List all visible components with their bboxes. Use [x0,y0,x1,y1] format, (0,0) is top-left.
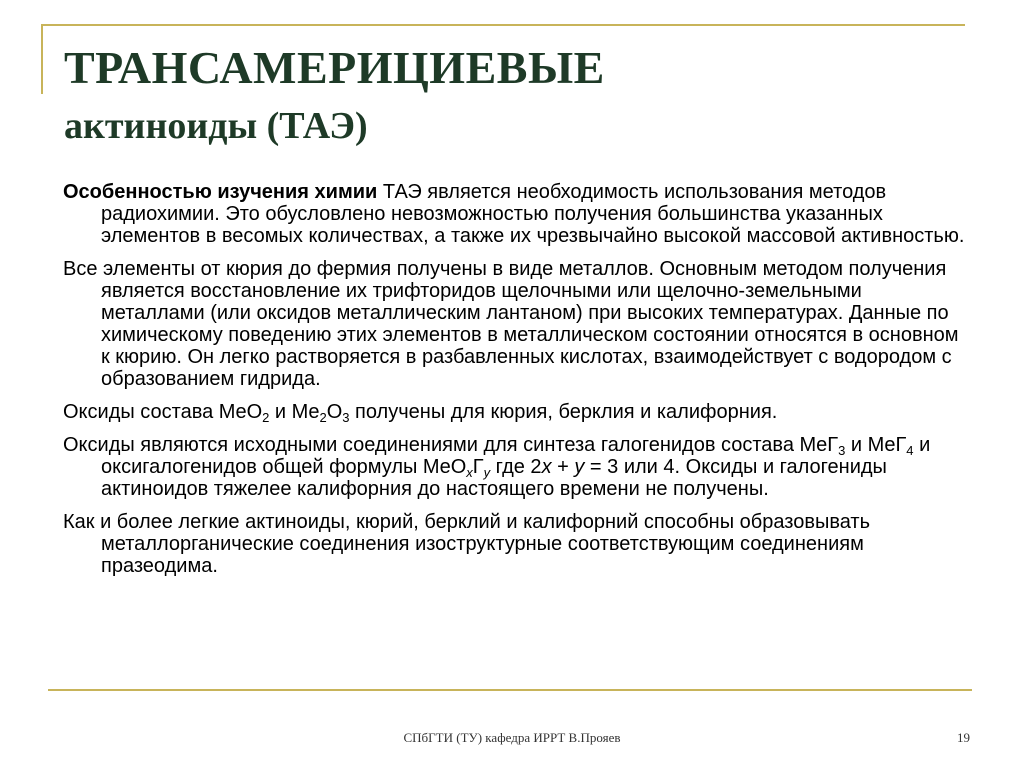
p4-text-7: = 3 или 4. Оксиды и галогениды актиноидов тяжелее калифорния до настоящего времени не получены. [101,456,887,500]
p4-text-1: Оксиды являются исходными соединениями для синтеза галогенидов состава MeГ [63,434,839,456]
p3-text-1: Оксиды состава MeO [63,401,263,423]
p3-sub-3: 3 [342,410,350,425]
p4-text-5: где 2 [490,456,542,478]
p4-italic-1: x [541,456,552,478]
p4-text-2: и MeГ [845,434,907,456]
slide-body [63,181,968,588]
slide-title [64,38,964,150]
frame-top-rule [41,24,965,26]
frame-bottom-rule [48,689,972,691]
paragraph-1 [63,181,968,247]
p4-text-3: и оксигалогенидов общей формулы MeO [101,434,931,478]
paragraph-1-bold: Особенностью изучения химии [63,181,378,203]
paragraph-5: Как и более легкие актиноиды, кюрий, берклий и калифорний способны образовывать металлорганические соединения изоструктурные соответствующим соединениям празеодима. [63,511,870,577]
paragraph-2: Все элементы от кюрия до фермия получены в виде металлов. Основным методом получения является восстановление их трифторидов щелочными или щелочно-земельными металлами (или оксидов металлическим лантаном) при высоких температурах. Данные по химическому поведению этих элементов в металлическом состоянии относятся в основном к кюрию. Он легко растворяется в разбавленных кислотах, взаимодействует с водородом с образованием гидрида. [63,258,959,390]
paragraph-3 [63,401,968,423]
page-number: 19 [957,730,970,745]
p4-sub-3-italic: x [466,465,473,480]
p4-text-4: Г [472,456,484,478]
p4-italic-2: y [574,456,585,478]
p4-sub-2: 4 [906,443,914,458]
p3-text-3: O [326,401,343,423]
p4-text-6: + [551,456,575,478]
p3-text-2: и Me [269,401,320,423]
p3-sub-2: 2 [319,410,327,425]
title-line-2: актиноиды (ТАЭ) [64,105,368,147]
p3-sub-1: 2 [262,410,270,425]
slide-footer: СПбГТИ (ТУ) кафедра ИРРТ В.Прояев [403,730,621,745]
title-line-1: ТРАНСАМЕРИЦИЕВЫЕ [64,42,605,93]
p4-sub-4-italic: y [483,465,491,480]
paragraph-1-text: ТАЭ является необходимость использования методов радиохимии. Это обусловлено невозможностью получения большинства указанных элементов в весомых количествах, а также их чрезвычайно высокой массовой активностью. [101,181,965,247]
p3-text-4: получены для кюрия, берклия и калифорния. [349,401,778,423]
paragraph-4 [63,434,968,500]
frame-left-rule [41,24,43,94]
p4-sub-1: 3 [838,443,846,458]
